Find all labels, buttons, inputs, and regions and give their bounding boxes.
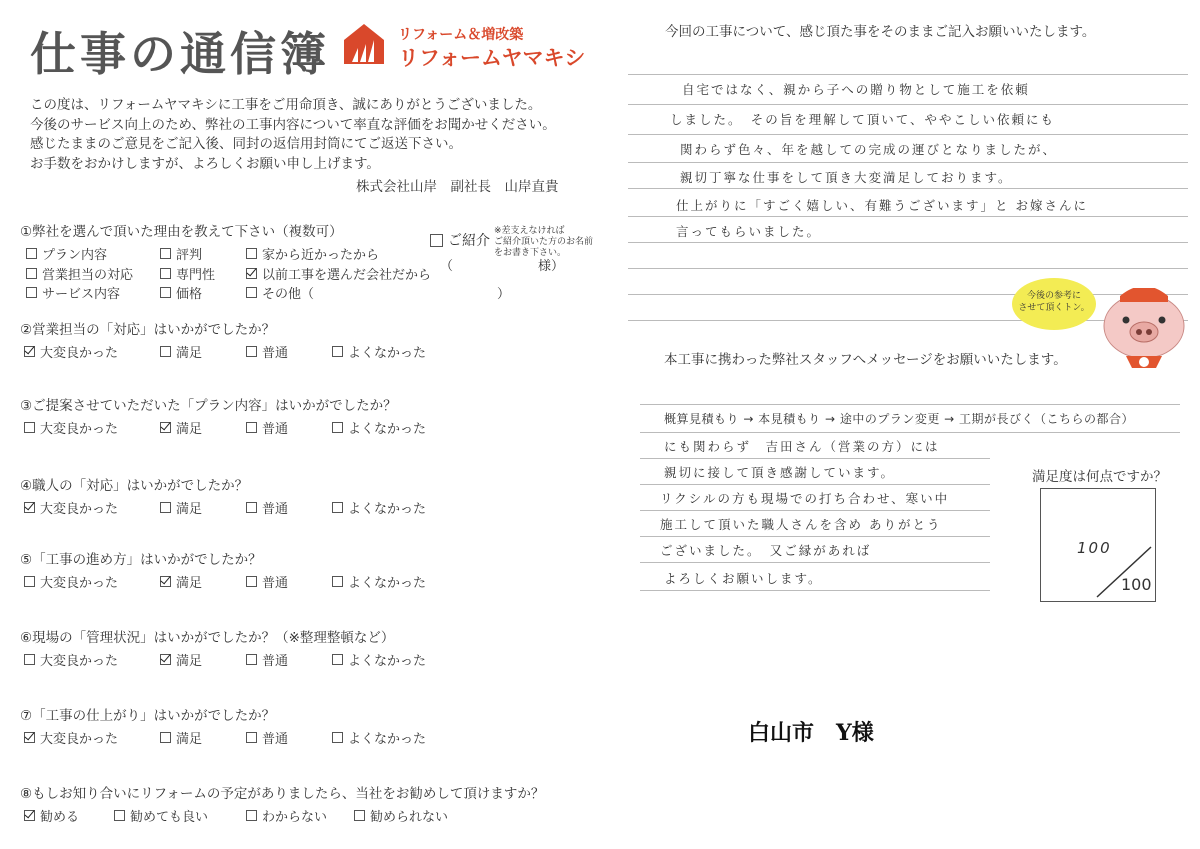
checkbox[interactable] (160, 248, 171, 259)
checkbox[interactable] (26, 287, 37, 298)
question-7-option[interactable]: 普通 (246, 728, 288, 747)
checkbox[interactable] (26, 268, 37, 279)
checkbox[interactable] (332, 654, 343, 665)
writing-line (640, 536, 990, 537)
q1-option[interactable]: プラン内容 (26, 244, 107, 263)
handwritten-comment-line: 自宅ではなく、親から子への贈り物として施工を依頼 (682, 82, 1030, 97)
question-7-option[interactable]: 満足 (160, 728, 202, 747)
checkbox-checked[interactable] (160, 654, 171, 665)
question-4-option[interactable]: よくなかった (332, 498, 426, 517)
handwritten-comment-line: しました。 その旨を理解して頂いて、ややこしい依頼にも (670, 112, 1056, 127)
checkbox-checked[interactable] (24, 346, 35, 357)
question-8-option[interactable]: 勧める (24, 806, 79, 825)
question-4-option[interactable]: 大変良かった (24, 498, 118, 517)
question-7-option[interactable]: よくなかった (332, 728, 426, 747)
checkbox[interactable] (332, 346, 343, 357)
question-7-option[interactable]: 大変良かった (24, 728, 118, 747)
handwritten-staff-line: リクシルの方も現場での打ち合わせ、寒い中 (660, 491, 950, 506)
handwritten-staff-line: 親切に接して頂き感謝しています。 (664, 465, 896, 480)
handwritten-comment-line: 親切丁寧な仕事をして頂き大変満足しております。 (680, 170, 1013, 185)
logo-name: リフォームヤマキシ (398, 46, 586, 70)
handwritten-staff-line: ございました。 又ご縁があれば (660, 543, 872, 558)
handwritten-staff-line: 施工して頂いた職人さんを含め ありがとう (660, 517, 942, 532)
checkbox[interactable] (246, 654, 257, 665)
checkbox[interactable] (430, 234, 443, 247)
question-1-title: ①弊社を選んで頂いた理由を教えて下さい（複数可） (20, 224, 343, 240)
question-3-title: ③ご提案させていただいた「プラン内容」はいかがでしたか？ (20, 398, 397, 414)
question-6-option[interactable]: 満足 (160, 650, 202, 669)
intro-line: 感じたままのご意見をご記入後、同封の返信用封筒にてご返送下さい。 (30, 136, 462, 152)
writing-line (628, 74, 1188, 75)
writing-line (640, 562, 990, 563)
referral-option[interactable]: ご紹介 (430, 230, 490, 250)
q1-option[interactable]: その他（ (246, 283, 314, 302)
intro-line: 今後のサービス向上のため、弊社の工事内容について率直な評価をお聞かせください。 (30, 116, 556, 133)
checkbox[interactable] (160, 346, 171, 357)
q1-option[interactable]: 専門性 (160, 264, 215, 283)
score-value: 100 (1077, 539, 1112, 557)
checkbox[interactable] (246, 248, 257, 259)
handwritten-staff-line: にも関わらず 吉田さん（営業の方）には (664, 439, 940, 454)
handwritten-staff-line: 概算見積もり → 本見積もり → 途中のプラン変更 → 工期が長びく（こちらの都合） (664, 412, 1135, 426)
question-4-option[interactable]: 満足 (160, 498, 202, 517)
checkbox[interactable] (24, 576, 35, 587)
question-8-option[interactable]: わからない (246, 806, 327, 825)
score-max: 100 (1121, 575, 1152, 594)
checkbox[interactable] (24, 422, 35, 433)
checkbox[interactable] (160, 732, 171, 743)
referral-sama: 様） (538, 259, 565, 274)
question-2-option[interactable]: 大変良かった (24, 342, 118, 361)
question-4-title: ④職人の「対応」はいかがでしたか？ (20, 478, 249, 494)
question-6-option[interactable]: 普通 (246, 650, 288, 669)
intro-line: お手数をおかけしますが、よろしくお願い申し上げます。 (30, 155, 380, 172)
q1-option[interactable]: 家から近かったから (246, 244, 379, 263)
q1-option[interactable]: 評判 (160, 244, 202, 263)
handwritten-comment-line: 仕上がりに「すごく嬉しい、有難うございます」と お嫁さんに (676, 198, 1088, 213)
question-3-option[interactable]: 大変良かった (24, 418, 118, 437)
logo-tagline: リフォーム＆増改築 (398, 27, 524, 43)
writing-line (640, 404, 1180, 405)
other-close: ） (497, 287, 511, 302)
checkbox[interactable] (354, 810, 365, 821)
staff-message-heading: 本工事に携わった弊社スタッフへメッセージをお願いいたします。 (664, 352, 1067, 368)
q1-option[interactable]: 営業担当の対応 (26, 264, 133, 283)
question-3-option[interactable]: よくなかった (332, 418, 426, 437)
checkbox-checked[interactable] (160, 576, 171, 587)
checkbox-checked[interactable] (246, 268, 257, 279)
satisfaction-label: 満足度は何点ですか？ (1032, 469, 1167, 485)
question-5-option[interactable]: 普通 (246, 572, 288, 591)
writing-line (628, 216, 1188, 217)
checkbox[interactable] (114, 810, 125, 821)
question-5-option[interactable]: 大変良かった (24, 572, 118, 591)
question-2-option[interactable]: よくなかった (332, 342, 426, 361)
writing-line (628, 268, 1188, 269)
writing-line (628, 134, 1188, 135)
satisfaction-score-box[interactable] (1040, 488, 1156, 602)
question-8-title: ⑧もしお知り合いにリフォームの予定がありましたら、当社をお勧めして頂けますか？ (20, 786, 545, 802)
q1-option[interactable]: サービス内容 (26, 283, 120, 302)
checkbox[interactable] (246, 576, 257, 587)
question-4-option[interactable]: 普通 (246, 498, 288, 517)
handwritten-staff-line: よろしくお願いします。 (664, 571, 823, 586)
writing-line (628, 104, 1188, 105)
intro-text (30, 96, 556, 174)
writing-line (640, 458, 990, 459)
writing-line (640, 432, 1180, 433)
writing-line (628, 242, 1188, 243)
comment-heading: 今回の工事について、感じ頂た事をそのままご記入お願いいたします。 (665, 24, 1096, 40)
checkbox[interactable] (332, 576, 343, 587)
checkbox[interactable] (332, 422, 343, 433)
checkbox[interactable] (26, 248, 37, 259)
writing-line (640, 510, 990, 511)
checkbox[interactable] (24, 654, 35, 665)
q1-option[interactable]: 価格 (160, 283, 202, 302)
checkbox-checked[interactable] (160, 422, 171, 433)
referral-note: ※差支えなければ ご紹介頂いた方のお名前 をお書き下さい。 (494, 226, 594, 258)
question-8-option[interactable]: 勧められない (354, 806, 448, 825)
pig-mascot-icon (1098, 270, 1190, 370)
question-6-option[interactable]: よくなかった (332, 650, 426, 669)
question-8-option[interactable]: 勧めても良い (114, 806, 208, 825)
checkbox[interactable] (160, 502, 171, 513)
checkbox[interactable] (160, 287, 171, 298)
question-5-title: ⑤「工事の進め方」はいかがでしたか？ (20, 552, 262, 568)
page-title: 仕事の通信簿 (30, 27, 330, 81)
referral-paren: （ (440, 259, 454, 274)
checkbox[interactable] (246, 346, 257, 357)
company-logo-icon (342, 22, 386, 66)
q1-option[interactable]: 以前工事を選んだ会社だから (246, 264, 431, 283)
writing-line (640, 590, 990, 591)
client-name: 白山市 Y様 (748, 720, 874, 746)
mascot-speech-bubble: 今後の参考に させて頂くトン。 (1012, 278, 1096, 330)
checkbox[interactable] (246, 732, 257, 743)
question-6-title: ⑥現場の「管理状況」はいかがでしたか？（※整理整頓など） (20, 630, 395, 646)
question-2-option[interactable]: 満足 (160, 342, 202, 361)
question-3-option[interactable]: 満足 (160, 418, 202, 437)
writing-line (628, 188, 1188, 189)
checkbox[interactable] (246, 287, 257, 298)
checkbox-checked[interactable] (24, 810, 35, 821)
question-3-option[interactable]: 普通 (246, 418, 288, 437)
question-7-title: ⑦「工事の仕上がり」はいかがでしたか？ (20, 708, 276, 724)
question-2-title: ②営業担当の「対応」はいかがでしたか？ (20, 322, 276, 338)
checkbox[interactable] (332, 732, 343, 743)
checkbox-checked[interactable] (24, 732, 35, 743)
checkbox[interactable] (160, 268, 171, 279)
checkbox-checked[interactable] (24, 502, 35, 513)
checkbox[interactable] (246, 810, 257, 821)
checkbox[interactable] (246, 422, 257, 433)
checkbox[interactable] (332, 502, 343, 513)
intro-line: この度は、リフォームヤマキシに工事をご用命頂き、誠にありがとうございました。 (30, 97, 542, 113)
writing-line (628, 162, 1188, 163)
question-6-option[interactable]: 大変良かった (24, 650, 118, 669)
question-5-option[interactable]: よくなかった (332, 572, 426, 591)
question-5-option[interactable]: 満足 (160, 572, 202, 591)
checkbox[interactable] (246, 502, 257, 513)
handwritten-comment-line: 関わらず色々、年を越しての完成の運びとなりましたが、 (680, 142, 1058, 157)
question-2-option[interactable]: 普通 (246, 342, 288, 361)
handwritten-comment-line: 言ってもらいました。 (676, 224, 822, 239)
writing-line (640, 484, 990, 485)
signature: 株式会社山岸 副社長 山岸直貴 (356, 179, 559, 195)
